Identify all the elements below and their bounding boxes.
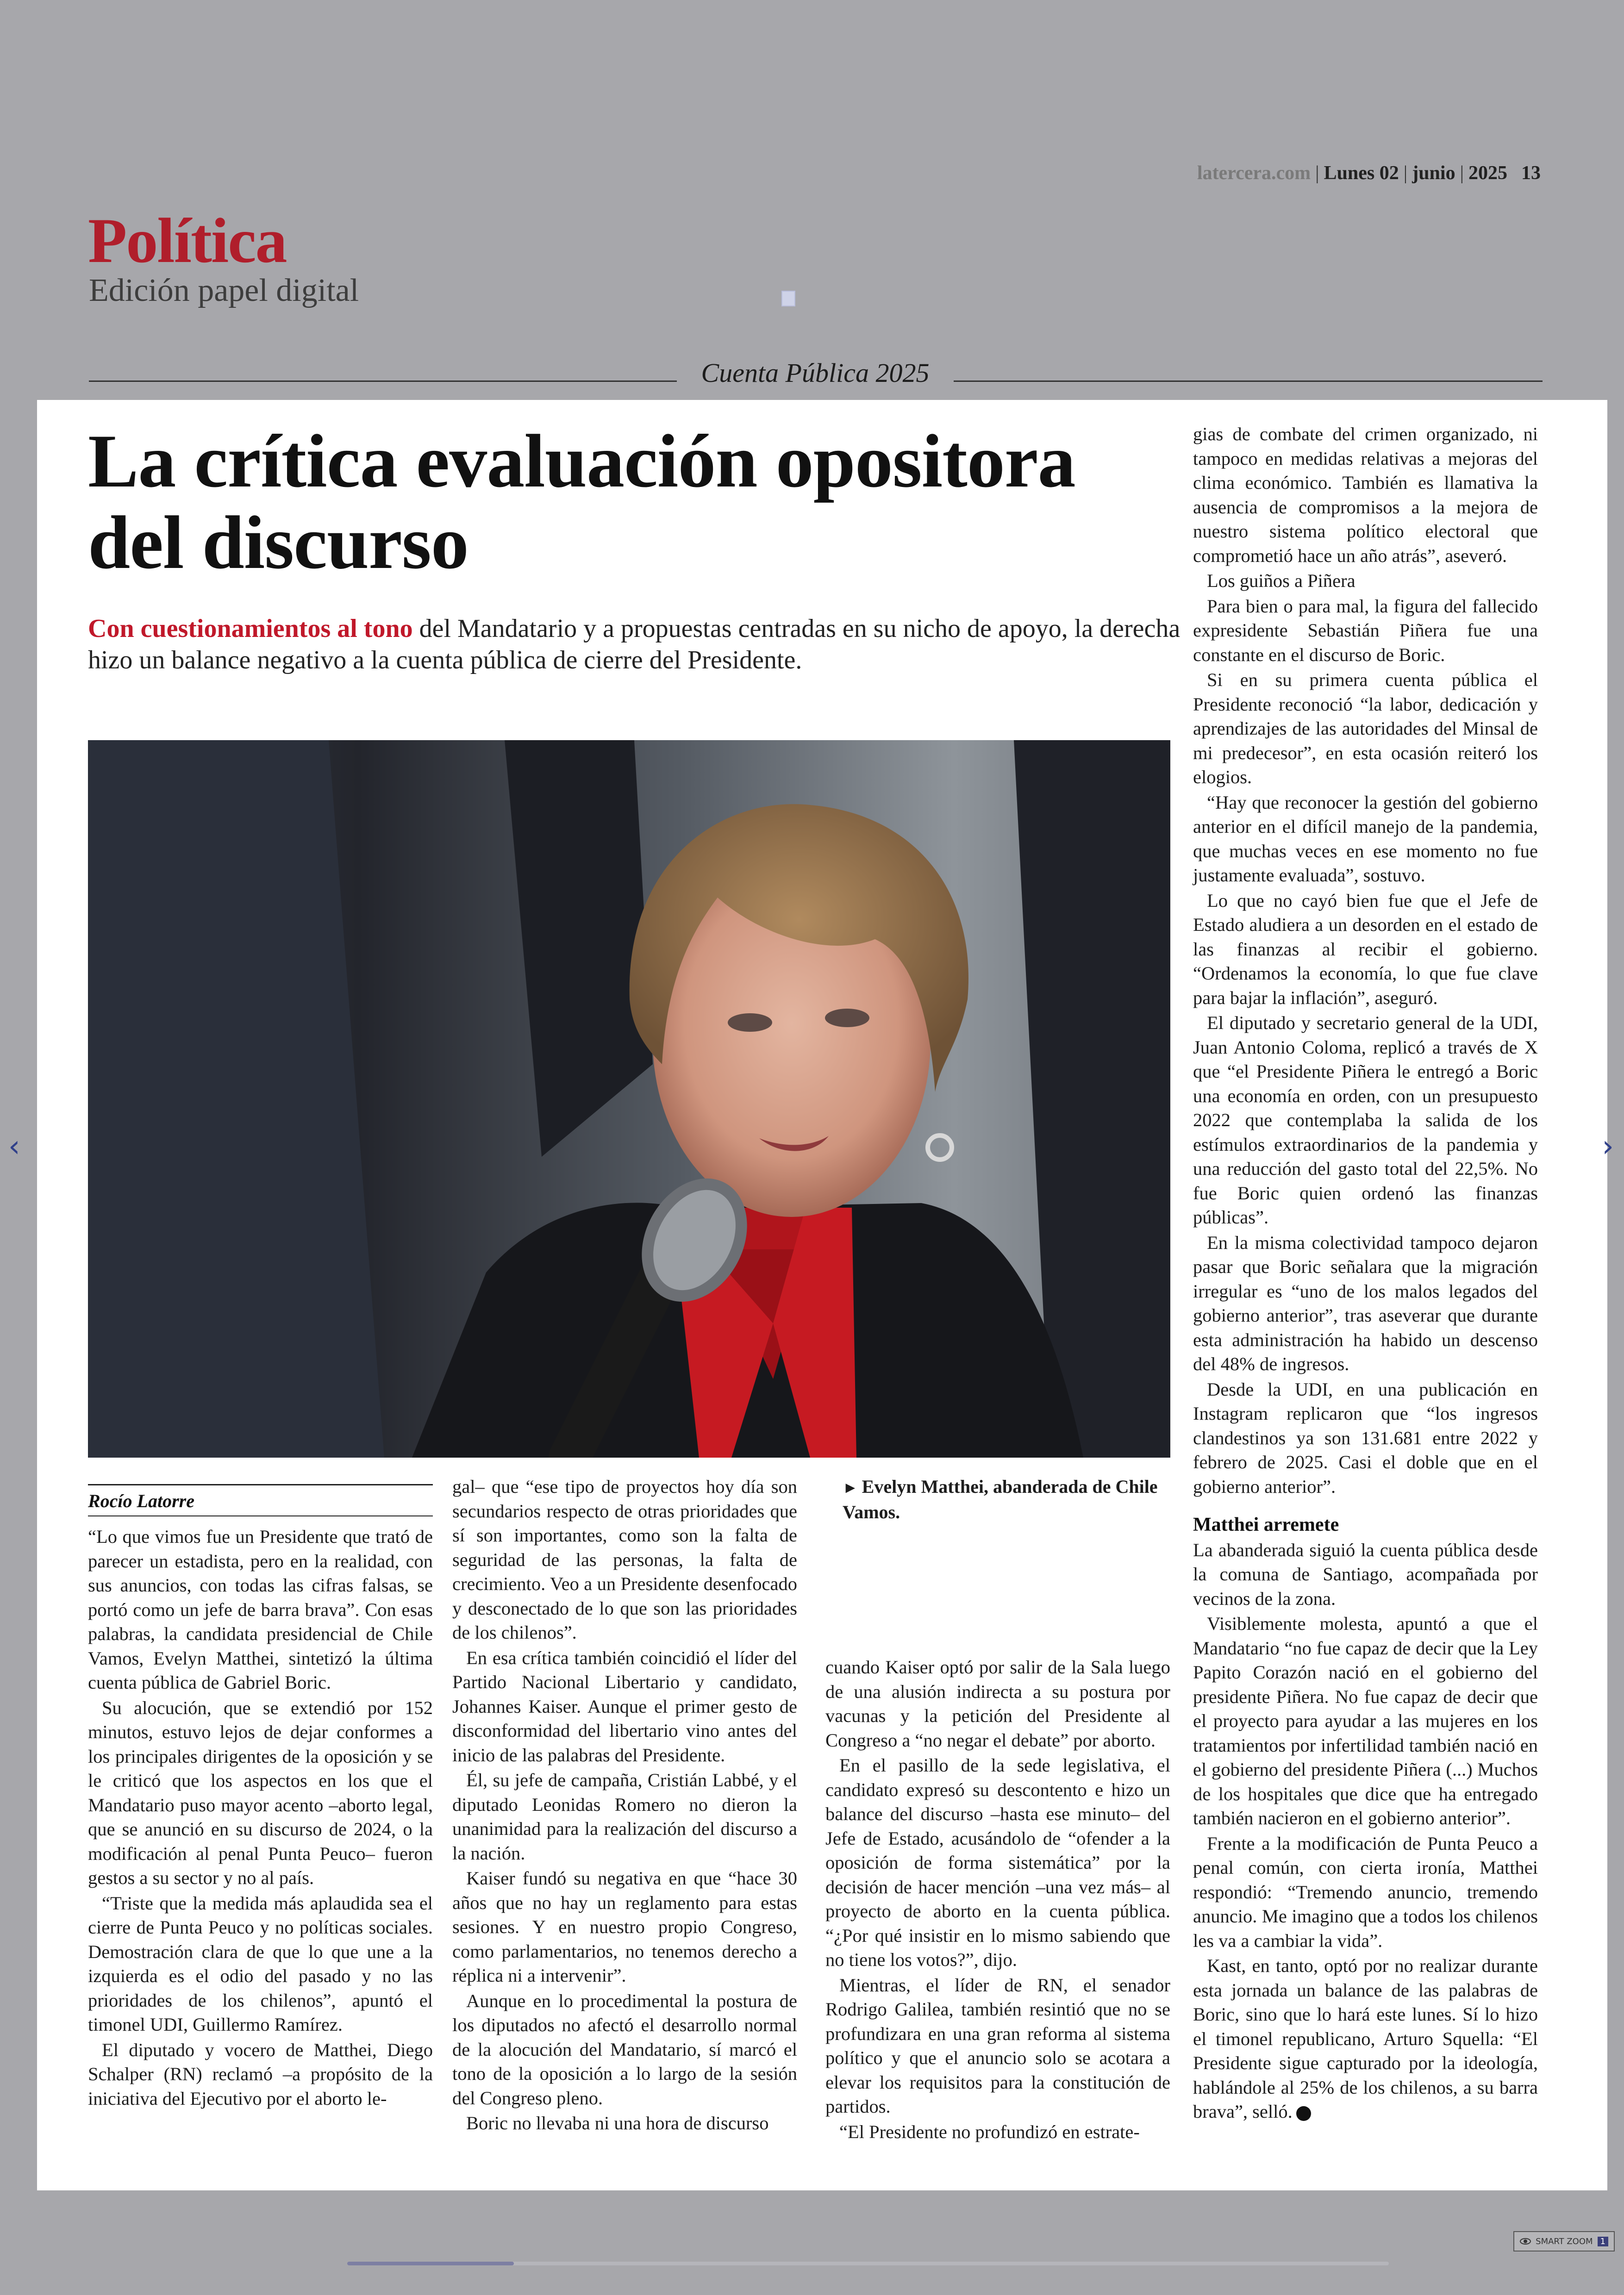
paragraph: En la misma colectividad tampoco dejaron pasar que Boric señalara que la migración irregular es “uno de los malos legados del gobierno anterior”, tras aseverar que durante esta administración ha habido un descenso del 48% de ingresos. <box>1193 1232 1538 1374</box>
paragraph: “El Presidente no profundizó en estrate- <box>839 2121 1140 2142</box>
paragraph: Boric no llevaba ni una hora de discurso <box>466 2113 769 2133</box>
deck-lead: Con cuestionamientos al tono <box>88 614 413 643</box>
eye-icon <box>1520 2238 1531 2245</box>
paragraph: La abanderada siguió la cuenta pública desde la comuna de Santiago, acompañada por vecinos de la zona. <box>1193 1539 1538 1609</box>
site-name: latercera.com <box>1197 162 1311 184</box>
paragraph: El diputado y secretario general de la UDI, Juan Antonio Coloma, replicó a través de X que “el Presidente Piñera le entregó a Boric una economía en orden, con un presupuesto 2022 que contemplaba la salida de los estímulos extraordinarios de la pandemia y una reducción del gasto total del 22,5%. No fue Boric quien ordenó las finanzas públicas”. <box>1193 1012 1538 1228</box>
end-mark-icon <box>1296 2106 1311 2121</box>
paragraph: “Hay que reconocer la gestión del gobierno anterior en el difícil manejo de la pandemia, que muchas veces en ese momento no fue justamente evaluada”, sostuvo. <box>1193 792 1538 886</box>
paragraph: Mientras, el líder de RN, el senador Rodrigo Galilea, también resintió que no se profundizara en una gran reforma al sistema político y que el anuncio solo se acotara a elevar los requisitos para la constitución de partidos. <box>825 1974 1170 2117</box>
paragraph: Su alocución, que se extendió por 152 minutos, estuvo lejos de dejar conformes a los principales dirigentes de la oposición y se le criticó que los aspectos en los que el Mandatario puso mayor acento –aborto legal, que se anunció en su discurso de 2024, o la modificación al penal Punta Peuco– fueron gestos a su sector y no al país. <box>88 1697 433 1888</box>
paragraph: Aunque en lo procedimental la postura de los diputados no afectó el desarrollo normal de la alocución del Mandatario, sí marcó el tono de la oposición a lo largo de la sesión del Congreso pleno. <box>452 1990 797 2108</box>
smart-zoom-label: SMART ZOOM <box>1536 2236 1593 2246</box>
paragraph: Visiblemente molesta, apuntó a que el Mandatario “no fue capaz de decir que la Ley Papito Corazón nació en el gobierno del presidente Piñera. No fue capaz de decir que el proyecto para ayudar a las mujeres en los tratamientos por infertilidad también nació en el gobierno del presidente Piñera (...) Muchos de los hospitales que dice que ha entregado también nacieron en el gobierno anterior”. <box>1193 1613 1538 1828</box>
paragraph: Lo que no cayó bien fue que el Jefe de Estado aludiera a un desorden en el estado de las finanzas al recibir el gobierno. “Ordenamos la economía, lo que fue clave para bajar la inflación”, aseguró. <box>1193 890 1538 1008</box>
paragraph: Kaiser fundó su negativa en que “hace 30 años que no hay un reglamento para estas sesiones. Y en nuestro propio Congreso, como parlamentarios, no tenemos derecho a réplica ni a intervenir”. <box>452 1868 797 1986</box>
subheading-pinera: Los guiños a Piñera <box>1207 570 1355 591</box>
chevron-right-icon[interactable]: › <box>1602 1129 1614 1164</box>
paragraph: gias de combate del crimen organizado, ni tampoco en medidas relativas a mejoras del clima económico. También es llamativa la ausencia de compromisos a la mejora de nuestro sistema político electoral que comprometió hace un año atrás”, aseveró. <box>1193 424 1538 566</box>
photo-illustration <box>88 740 1170 1458</box>
smart-zoom-count: 1 <box>1598 2237 1608 2246</box>
kicker-rule-left <box>89 380 677 382</box>
byline: Rocío Latorre <box>88 1484 433 1516</box>
paragraph: En esa crítica también coincidió el líder del Partido Nacional Libertario y candidato, Johannes Kaiser. Aunque el primer gesto de disconformidad del libertario vino antes del inicio de las palabras del Presidente. <box>452 1647 797 1765</box>
kicker-rule-right <box>954 380 1543 382</box>
issue-month: junio <box>1412 162 1455 184</box>
masthead-meta: latercera.com | Lunes 02 | junio | 2025 13 <box>1197 162 1541 184</box>
newspaper-page <box>37 400 1607 2190</box>
page-scrollbar[interactable] <box>347 2262 1389 2265</box>
paragraph: Desde la UDI, en una publicación en Instagram replicaron que “los ingresos clandestinos ya son 131.681 entre 2022 y febrero de 2025. Casi el doble que en el gobierno anterior”. <box>1193 1378 1538 1497</box>
section-title: Política <box>88 205 287 276</box>
issue-day: Lunes 02 <box>1324 162 1399 184</box>
paragraph: Él, su jefe de campaña, Cristián Labbé, y el diputado Leonidas Romero no dieron la unanimidad para la realización del discurso a la nación. <box>452 1770 797 1864</box>
column-4 <box>1193 422 1538 2125</box>
paragraph: El diputado y vocero de Matthei, Diego Schalper (RN) reclamó –a propósito de la iniciativa del Ejecutivo por el aborto le- <box>88 2039 433 2109</box>
scrollbar-thumb[interactable] <box>347 2262 514 2265</box>
column-2 <box>452 1475 797 2137</box>
headline: La crítica evaluación opositora del discurso <box>88 419 1075 585</box>
page-thumbnail-icon[interactable] <box>781 291 795 306</box>
issue-year: 2025 <box>1468 162 1507 184</box>
subheading-matthei: Matthei arremete <box>1193 1514 1339 1535</box>
deck-text: del Mandatario y a propuestas centradas en su nicho de apoyo, la derecha hizo un balance negativo a la cuenta pública de cierre del Presidente. <box>88 614 1181 674</box>
paragraph-text: Kast, en tanto, optó por no realizar durante esta jornada un balance de las palabras de Boric, sino que lo hará este lunes. Sí lo hizo el timonel republicano, Arturo Squella: “El Presidente sigue capturado por la ideología, hablándole al 25% de los chilenos, a su barra brava”, selló. <box>1193 1955 1538 2122</box>
paragraph: “Triste que la medida más aplaudida sea el cierre de Punta Peuco y no políticas sociales. Demostración clara de que lo que une a la izquierda es el odio del pasado y no las prioridades de los chilenos”, apuntó el timonel UDI, Guillermo Ramírez. <box>88 1892 433 2035</box>
paragraph: Para bien o para mal, la figura del fallecido expresidente Sebastián Piñera fue una constante en el discurso de Boric. <box>1193 595 1538 665</box>
paragraph: Frente a la modificación de Punta Peuco a penal común, con cierta ironía, Matthei respondió: “Tremendo anuncio, tremendo anuncio. Me imagino que a todos los chilenos les va a cambiar la vida”. <box>1193 1833 1538 1951</box>
paragraph: Si en su primera cuenta pública el Presidente reconoció “la labor, dedicación y aprendizajes de las autoridades del Minsal de mi predecesor”, en esta ocasión reiteró los elogios. <box>1193 669 1538 787</box>
caption-text: Evelyn Matthei, abanderada de Chile Vamos. <box>843 1476 1158 1522</box>
page-number: 13 <box>1521 162 1541 184</box>
section-subtitle: Edición papel digital <box>89 273 359 308</box>
caption-triangle-icon: ► <box>843 1479 858 1497</box>
paragraph: “Lo que vimos fue un Presidente que trató de parecer un estadista, pero en la realidad, con sus anuncios, con todas las cifras falsas, se portó como un jefe de barra brava”. Con esas palabras, la candidata presidencial de Chile Vamos, Evelyn Matthei, sintetizó la última cuenta pública de Gabriel Boric. <box>88 1526 433 1693</box>
column-1 <box>88 1525 433 2112</box>
paragraph: En el pasillo de la sede legislativa, el candidato expresó su descontento e hizo un balance del discurso –hasta ese minuto– del Jefe de Estado, acusándolo de “ofender a la oposición de forma sistemática” por la decisión de hacer mención –una vez más– al proyecto de aborto en la cuenta pública. “¿Por qué insistir en lo mismo sabiendo que no tiene los votos?”, dijo. <box>825 1755 1170 1970</box>
photo-caption <box>843 1475 1194 1524</box>
article-photo <box>88 740 1170 1458</box>
chevron-left-icon[interactable]: ‹ <box>8 1129 20 1164</box>
paragraph: cuando Kaiser optó por salir de la Sala luego de una alusión indirecta a su postura por vacunas y la petición del Presidente al Congreso a “no negar el debate” por aborto. <box>825 1657 1170 1751</box>
paragraph-final <box>1193 1954 1538 2124</box>
deck <box>88 613 1190 676</box>
column-3 <box>825 1655 1170 2145</box>
kicker: Cuenta Pública 2025 <box>701 358 930 388</box>
paragraph: gal– que “ese tipo de proyectos hoy día son secundarios respecto de otras prioridades que sí son importantes, como son la falta de seguridad de las personas, la falta de crecimiento. Veo a un Presidente desenfocado y desconectado de lo que son las prioridades de los chilenos”. <box>452 1476 797 1643</box>
smart-zoom-button[interactable] <box>1513 2231 1615 2251</box>
